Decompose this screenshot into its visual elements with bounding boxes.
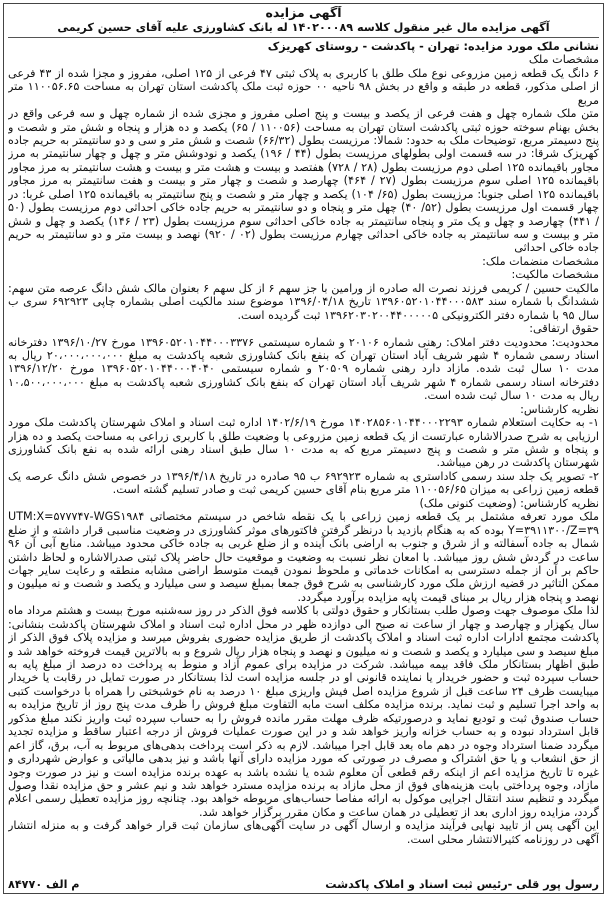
property-boundaries: متن ملک شماره چهل و هفت فرعی از یکصد و بیست و پنج اصلی مفروز و مجزی شده از شماره چهل و سه فرعی واقع در بخش بهنام سوخته حوزه ثبتی پاکدشت استان تهران به مساحت (۱۱۰۰۵۶ / ۶۵) یکصد و ده هزار و پنجاه و شش متر و شصت و پنج دسیمتر مربع، توضیحات ملک به حدود: شمالا: مرزیست بطول (۶۶/۳۲) شصت و شش متر و سی و دو سانتیمتر به حریم جاده کهریزک شرقا: در سه قسمت اولی بطولهای مرزیست بطول (۴۴ / ۱۹۶) یکصد و نودوشش متر و چهل و چهار سانتیمتر به مرز مجاور باقیمانده ۱۲۵ اصلی دوم مرزیست بطول (۲۸ / ۷۲۸) هفتصد و بیست و هشت متر و بیست و هشت سانتیمتر به مرز مجاور باقیمانده ۱۲۵ اصلی سوم مرزیست بطول (۲۷ / ۴۶۴) چهارصد و شصت و چهار متر و بیست و هفت سانتیمتر به مرز مجاور باقیمانده ۱۲۵ اصلی جنوبا: مرزیست بطول (۶۵/ ۱۰۴) یکصد و چهار متر و شصت و پنج سانتیمتر به باقیمانده ۱۲۵ اصلی غربا: در چهار قسمت اول مرزیست بطول (۵۲/ ۴۰) چهل متر و پنجاه و دو سانتیمتر به حریم جاده خاکی احداثی دوم مرزیست بطول (۵۰ / ۴۴۱) چهارصد و چهل و یک متر و پنجاه سانتیمتر به جاده خاکی احداثی سوم مرزیست بطول (۲۳ / ۱۴۶) یکصد و چهل و شش متر و بیست و سه سانتیمتر به جاده خاکی احداثی چهارم مرزیست بطول (۰۲ / ۹۲۰) نهصد و بیست متر و دو سانتیمتر به حریم جاده خاکی احداثی [8, 107, 599, 255]
notice-title: آگهی مزایده [265, 6, 342, 20]
easement-heading: حقوق ارتفاقی: [529, 322, 599, 336]
expert-opinion-heading: نظریه کارشناس: [520, 402, 599, 416]
ownership-text: مالکیت حسین / کریمی فرزند نصرت اله صادره از ورامین با جز سهم ۶ از کل سهم ۶ بعنوان مالک شش دانگ عرصه متن سهم: ششدانگ با شماره سند ۱۳۹۶۰۵۲۰۱۰۴۴۰۰۰۵۸۳ تاریخ ۱۳۹۶/۰۴/۱۸ موضوع سند مالکیت اصلی بشماره چاپی ۶۹۲۹۲۳ سری ب سال ۹۵ با شماره دفتر الکترونیکی ۱۳۹۶۲۰۳۰۲۰۰۴۴۰۰۰۰۰۵ ثبت گردیده است. [8, 281, 599, 322]
title-divider [8, 37, 599, 38]
publication-note: این آگهی پس از تایید نهایی فرآیند مزایده و ارسال آگهی در سایت آگهی‌های سازمان ثبت قرار خواهد گرفت و به منزله انتشار آگهی در روزنامه کثیرالانتشار محلی است. [8, 819, 599, 846]
easement-restrictions: محدودیت: محدودیت دفتر املاک: رهنی شماره ۲۰۱۰۶ و شماره سیستمی ۱۳۹۶۰۵۲۰۱۰۴۴۰۰۰۳۳۷۶ مورخ ۱۳۹۶/۱۰/۲۷ دفترخانه اسناد رسمی شماره ۴ شهر شریف آباد استان تهران که بنفع بانک کشاورزی شعبه پاکدشت به مبلغ ۲۰،۰۰۰،۰۰۰،۰۰۰ ریال به مدت ۱۰ سال ثبت شده. مازاد دارد رهنی شماره ۲۰۵۰۹ و شماره سیستمی ۱۳۹۶۰۵۲۰۱۰۴۴۰۰۰۴۰۴۰ مورخ ۱۳۹۶/۱۲/۲۰ دفترخانه اسناد رسمی شماره ۴ شهر شریف آباد استان تهران که بنفع بانک کشاورزی شعبه پاکدشت به مبلغ ۱۰،۵۰۰،۰۰۰،۰۰۰ ریال به مدت ۱۰ سال ثبت شده است. [8, 335, 599, 403]
current-status-heading: نظریه کارشناس: (وضعیت کنونی ملک) [419, 496, 599, 510]
expert-opinion-item-1: ۱- به حکایت استعلام شماره ۱۴۰۲۸۵۶۰۱۰۴۴۰۰۰۲۲۹۳ مورخ ۱۴۰۲/۶/۱۹ اداره ثبت اسناد و املاک شهرستان پاکدشت ملک مورد ارزیابی به شرح صدرالاشاره عبارتست از یک قطعه زمین مزروعی با وضعیت طلق با کاربری زراعی به مساحت یکصد و ده هزار و پنجاه و شش متر و شصت و پنج دسیمتر مربع که به مدت ۱۰ سال طبق اسناد رهنی ارائه شده به نفع بانک کشاورزی شهرستان پاکدشت در رهن میباشد. [8, 416, 599, 470]
attachments-heading: مشخصات منضمات ملک: [482, 254, 599, 268]
property-address: نشانی ملک مورد مزایده: تهران - پاکدشت - روستای کهریزک [267, 39, 599, 53]
notice-footer [8, 878, 599, 891]
ownership-heading: مشخصات مالکیت: [511, 268, 599, 282]
property-heading: مشخصات ملک [528, 53, 599, 67]
current-status-text: ملک مورد تعرفه مشتمل بر یک قطعه زمین زراعی با یک نقطه شاخص در سیستم مختصاتی UTM:X=۵۷۷۷۴۷-WGS۱۹۸۴ Y=۳۹۱۱۳۰۰/Z=۳۹ بوده که به هنگام بازدید با درنظر گرفتن فاکتورهای موثر کشاورزی در وضعیت مناسبی قرار داشته و از ضلع شمال به جاده آسفالته و از شرق و جنوب به اراضی بانک آینده و از ضلع غربی به جاده خاکی محدود میباشد. منابع آبی آن ۹۶ ساعت در گردش شش روز میباشد. با امعان نظر نسبت به وضعیت و موقعیت حال حاضر پلاک ثبتی صدرالاشاره و لحاظ داشتن حاکم بر آن از جمله دسترسی به امکانات خدماتی و ملحوظ نمودن قیمت متوسط اراضی مشابه منطقه و رعایت سایر جهات ممکن التاثیر در قضیه ارزش ملک مورد کارشناسی به شرح فوق جمعا بمبلغ سیصد و سی میلیارد و یکصد و شصت و نه میلیون و نهصد و پنجاه هزار ریال بر مبنای قیمت پایه مزایده برآورد میگردد. [8, 510, 599, 604]
spacer [8, 846, 599, 874]
notice-subtitle: آگهی مزایده مال غیر منقول کلاسه ۱۴۰۲۰۰۰۸۹ له بانک کشاورزی علیه آقای حسین کریمی [57, 21, 550, 35]
signatory: رسول پور قلی -رئیس ثبت اسناد و املاک پاکدشت [325, 877, 599, 891]
auction-terms: لذا ملک موصوف جهت وصول طلب بستانکار و حقوق دولتی با کلاسه فوق الذکر در روز سه‌شنبه مورخ بیست و هشتم مرداد ماه سال یکهزار و چهارصد و چهار از ساعت نه صبح الی دوازده ظهر در محل اداره ثبت اسناد و املاک شهرستان پاکدشت بنشانی: پاکدشت مجتمع ادارات اداره ثبت اسناد و املاک پاکدشت از طریق مزایده حضوری بفروش میرسد و مزایده پلاک فوق الذکر از مبلغ سیصد و سی میلیارد و یکصد و شصت و نه میلیون و نهصد و پنجاه هزار ریال شروع و به بالاترین قیمت فروخته خواهد شد و طبق اظهار بستانکار ملک فاقد بیمه میباشد. شرکت در مزایده برای عموم آزاد و منوط به پرداخت ده درصد از مبلغ پایه به حساب سپرده ثبت و حضور خریدار یا نماینده قانونی او در جلسه مزایده است لذا بستانکار در صورت تمایل در رقابت یا خریدار میبایست ظرف ۲۴ ساعت قبل از شروع مزایده اصل فیش واریزی مبلغ ۱۰ درصد به نام خوشبختی را همراه با درخواست کتبی به واحد اجرا تسلیم و ثبت نماید. برنده مزایده مکلف است مابه التفاوت مبلغ فروش را ظرف مدت پنج روز از تاریخ مزایده به حساب صندوق ثبت و تودیع نماید و درصورتیکه ظرف مهلت مقرر مانده فروش را به حساب سپرده ثبت واریز نکند مبلغ مذکور قابل استرداد نبوده و به حساب خزانه واریز خواهد شد و در این صورت عملیات فروش از درجه اعتبار ساقط و مزایده تجدید میگردد ضمنا استرداد وجوه در دهم ماه بعد قابل اجرا میباشد. لازم به ذکر است پرداخت بدهی‌های مربوط به آب، برق، گاز اعم از حق انشعاب و یا حق اشتراک و مصرف در صورتی که مورد مزایده دارای آنها باشد و نیز بدهی مالیاتی و عوارض شهرداری و غیره تا تاریخ مزایده اعم از اینکه رقم قطعی آن معلوم شده یا نشده باشد به عهده برنده مزایده است و نیز در صورت وجود مازاد، وجوه پرداختی بابت هزینه‌های فوق از محل مازاد به برنده مزایده مسترد خواهد شد و نیم عشر و حق مزایده نقدا وصول میگردد و تنظیم سند انتقال اجرایی موکول به ارائه مفاصا حساب‌های مربوطه خواهد بود. چنانچه روز مزایده تعطیل رسمی اعلام گردد، مزایده روز اداری بعد از تعطیلی در همان ساعت و مکان مقرر برگزار خواهد شد. [8, 604, 599, 819]
notice-body [8, 6, 599, 891]
expert-opinion-item-2: ۲- تصویر یک جلد سند رسمی کاداستری به شماره ۶۹۲۹۲۳ ب ۹۵ صادره در تاریخ ۱۳۹۶/۴/۱۸ در خصوص شش دانگ عرصه یک قطعه زمین زراعی به میزان ۱۱۰۰۵۶/۶۵ متر مربع بنام آقای حسین کریمی ثبت و صادر تسلیم گشته است. [8, 469, 599, 497]
property-summary: ۶ دانگ یک قطعه زمین مزروعی نوع ملک طلق با کاربری به پلاک ثبتی ۴۷ فرعی از ۱۲۵ اصلی، مفروز و مجزا شده از ۴۳ فرعی از اصلی مذکور، قطعه در طبقه و واقع در بخش ۹۸ ناحیه ۰۰ حوزه ثبت ملک پاکدشت استان تهران به مساحت ۱۱۰۰۵۶.۶۵ متر مربع [8, 66, 599, 107]
reference-number: م الف ۸۴۷۷۰ [8, 877, 80, 891]
